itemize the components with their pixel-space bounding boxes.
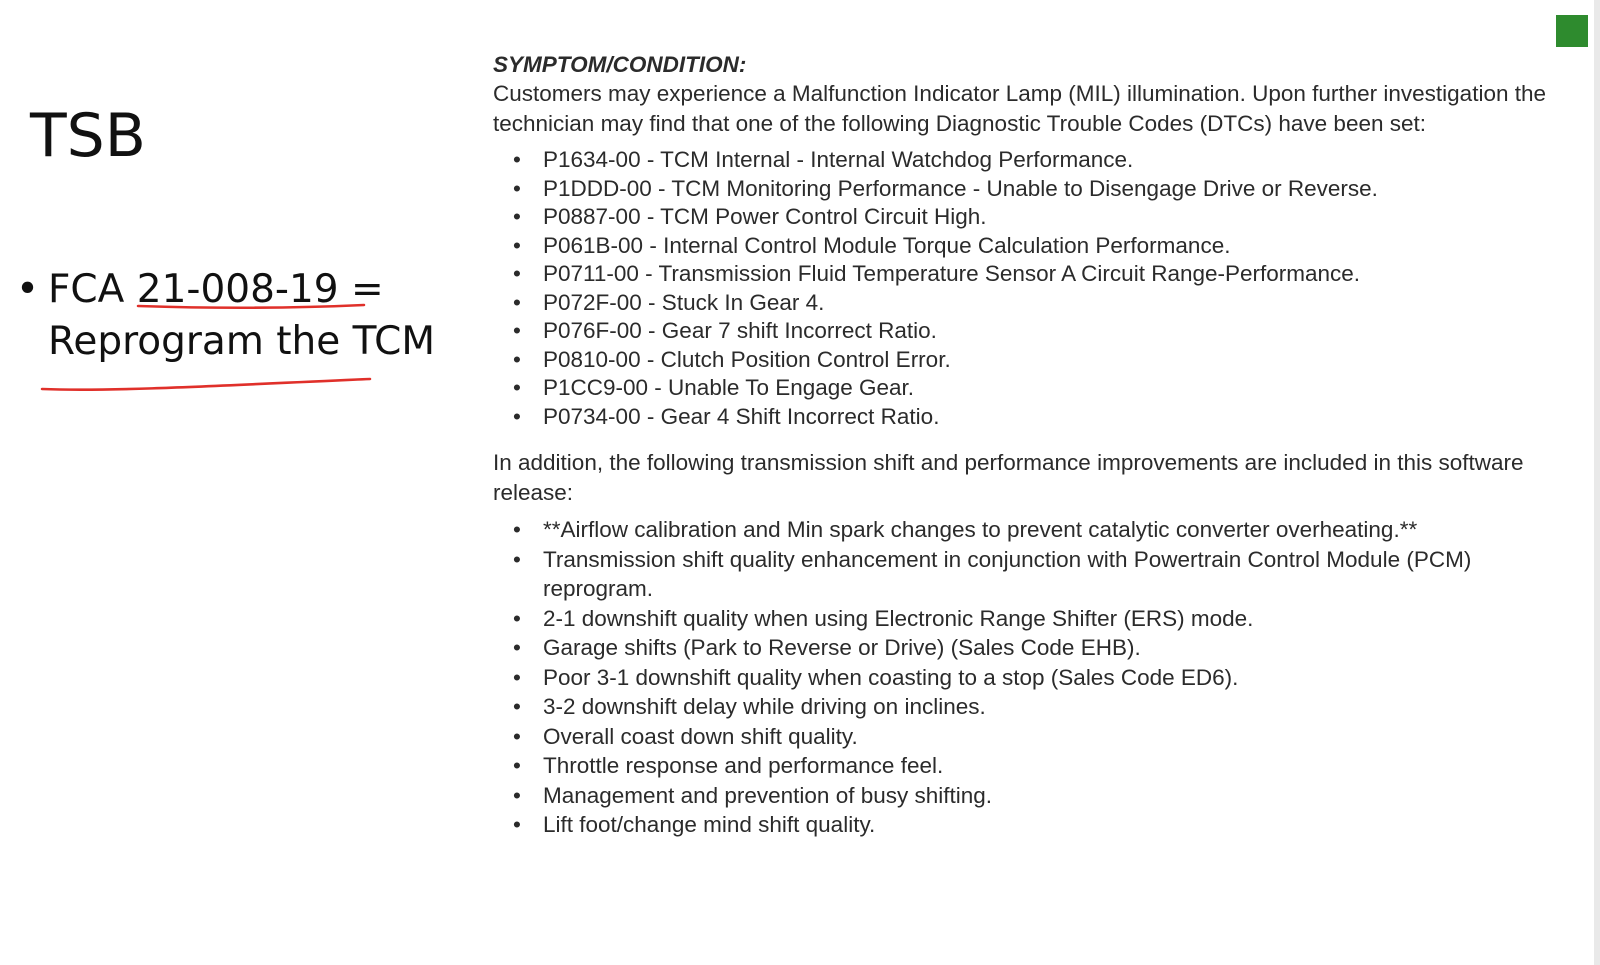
bullet-marker: • xyxy=(16,267,40,312)
dtc-code-item: • P076F-00 - Gear 7 shift Incorrect Ratio. xyxy=(493,317,1573,346)
dtc-code-item: • P0810-00 - Clutch Position Control Error. xyxy=(493,346,1573,375)
improvement-item: • Poor 3-1 downshift quality when coasting to a stop (Sales Code ED6). xyxy=(493,663,1573,693)
improvement-item: • 2-1 downshift quality when using Electronic Range Shifter (ERS) mode. xyxy=(493,604,1573,634)
dtc-code-item: • P0734-00 - Gear 4 Shift Incorrect Ratio. xyxy=(493,403,1573,432)
improvement-item: • Lift foot/change mind shift quality. xyxy=(493,810,1573,840)
green-marker xyxy=(1556,15,1588,47)
improvement-item: • Throttle response and performance feel. xyxy=(493,751,1573,781)
symptom-heading: SYMPTOM/CONDITION: xyxy=(493,52,747,77)
improvement-item: • Transmission shift quality enhancement in conjunction with Powertrain Control Module (PCM) reprogram. xyxy=(493,545,1573,604)
dtc-code-item: • P072F-00 - Stuck In Gear 4. xyxy=(493,289,1573,318)
bulletin-number: 21-008-19 xyxy=(136,267,339,312)
dtc-code-item: • P1DDD-00 - TCM Monitoring Performance - Unable to Disengage Drive or Reverse. xyxy=(493,175,1573,204)
symptom-intro: Customers may experience a Malfunction Indicator Lamp (MIL) illumination. Upon further investigation the technician may find that one of the following Diagnostic Trouble Codes (DTCs) have been set: xyxy=(493,81,1546,136)
improvement-item: • Garage shifts (Park to Reverse or Drive) (Sales Code EHB). xyxy=(493,633,1573,663)
dtc-code-item: • P1CC9-00 - Unable To Engage Gear. xyxy=(493,374,1573,403)
underline-reprogram xyxy=(42,379,370,390)
dtc-code-item: • P061B-00 - Internal Control Module Torque Calculation Performance. xyxy=(493,232,1573,261)
dtc-code-item: • P1634-00 - TCM Internal - Internal Watchdog Performance. xyxy=(493,146,1573,175)
dtc-list xyxy=(493,146,1573,431)
bullet-suffix: = xyxy=(338,267,384,312)
bullet-line-2: Reprogram the TCM xyxy=(48,319,436,364)
dtc-code-item: • P0887-00 - TCM Power Control Circuit High. xyxy=(493,203,1573,232)
improvements-list xyxy=(493,515,1573,840)
improvement-item: • **Airflow calibration and Min spark changes to prevent catalytic converter overheating.** xyxy=(493,515,1573,545)
tsb-bullet-text xyxy=(48,264,435,368)
tsb-document xyxy=(493,50,1573,840)
slide-title: TSB xyxy=(30,101,146,171)
slide-edge xyxy=(1594,0,1600,965)
dtc-code-item: • P0711-00 - Transmission Fluid Temperature Sensor A Circuit Range-Performance. xyxy=(493,260,1573,289)
improvement-item: • 3-2 downshift delay while driving on inclines. xyxy=(493,692,1573,722)
improvements-intro: In addition, the following transmission shift and performance improvements are included in this software release: xyxy=(493,450,1524,505)
bullet-prefix: FCA xyxy=(48,267,137,312)
improvement-item: • Overall coast down shift quality. xyxy=(493,722,1573,752)
improvement-item: • Management and prevention of busy shifting. xyxy=(493,781,1573,811)
